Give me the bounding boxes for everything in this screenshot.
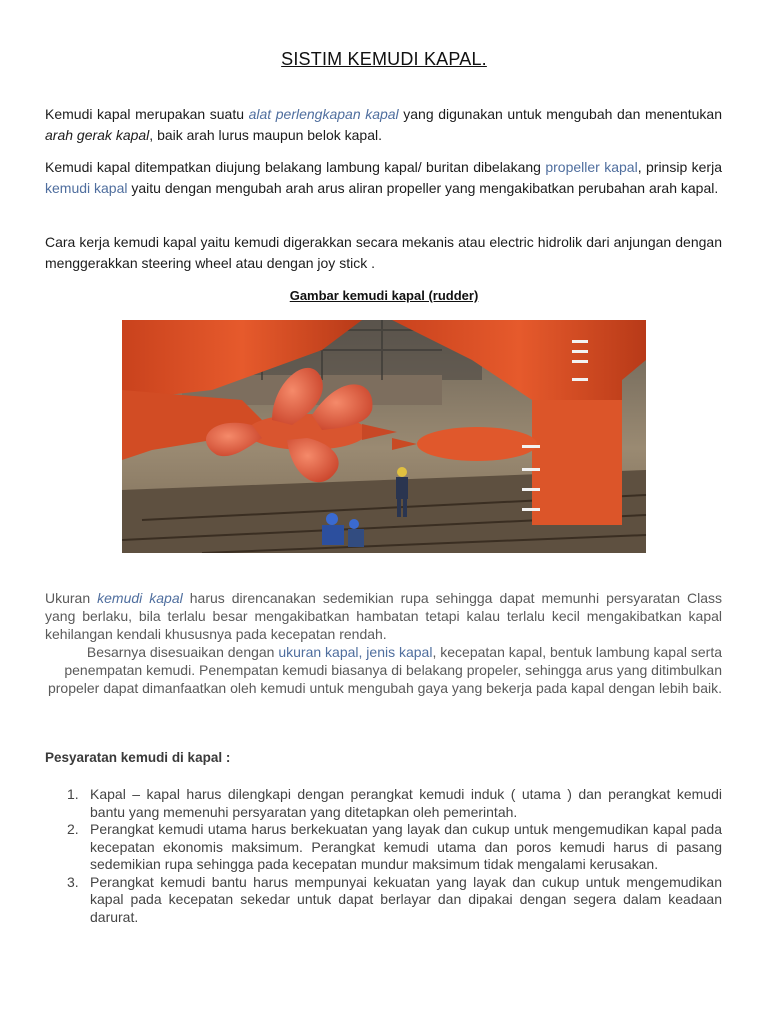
rudder-photo — [122, 320, 646, 553]
link-kemudi-kapal-2[interactable]: kemudi kapal — [97, 590, 183, 606]
list-item — [45, 874, 722, 927]
list-text: Perangkat kemudi utama harus berkekuatan yang layak dan cukup untuk mengemudikan kapal pada kecepatan ekonomis maksimum. Perangkat kemudi utama dan poros kemudi harus di pasang sedemikian rupa sehingga pada kecepatan mundur maksimum tidak mengalami kerusakan. — [90, 821, 722, 872]
list-number: 2. — [67, 821, 79, 837]
requirements-list — [45, 786, 722, 926]
text-span: Ukuran — [45, 590, 98, 606]
list-item — [45, 821, 722, 874]
placement-paragraph — [45, 157, 722, 199]
list-number: 1. — [67, 786, 79, 802]
list-text: Perangkat kemudi bantu harus mempunyai kekuatan yang layak dan cukup untuk mengemudikan kapal pada kecepatan sekedar untuk dapat berlayar dan dipakai dengan segera dalam keadaan darurat. — [90, 873, 722, 925]
text-span: , baik arah lurus maupun belok kapal. — [149, 127, 382, 143]
requirements-heading: Pesyaratan kemudi di kapal : — [45, 750, 231, 765]
text-span: , prinsip kerja — [637, 159, 722, 175]
text-span: , kecepatan kapal, bentuk lambung kapal serta penempatan kemudi. Penempatan kemudi biasanya di belakang propeler, sehingga arus yang ditimbulkan propeler dapat dimanfaatkan oleh kemudi untuk mengubah gaya yang bekerja pada kapal dengan lebih baik. — [47, 644, 722, 696]
link-alat-perlengkapan[interactable]: alat perlengkapan kapal — [248, 106, 399, 122]
list-number: 3. — [67, 873, 79, 890]
link-kemudi-kapal[interactable]: kemudi kapal — [45, 180, 128, 196]
list-item — [45, 786, 722, 821]
rudder-illustration — [122, 320, 646, 553]
working-paragraph: Cara kerja kemudi kapal yaitu kemudi digerakkan secara mekanis atau electric hidrolik dari anjungan dengan menggerakkan steering wheel atau dengan joy stick . — [45, 234, 722, 271]
text-span: yaitu dengan mengubah arah arus aliran propeller yang mengakibatkan perubahan arah kapal. — [127, 180, 719, 196]
size-paragraph — [45, 589, 722, 643]
text-span: Besarnya disesuaikan dengan — [86, 644, 279, 660]
emphasis-arah-gerak: arah gerak kapal — [45, 127, 150, 143]
figure-caption: Gambar kemudi kapal (rudder) — [289, 288, 479, 303]
link-propeller-kapal[interactable]: propeller kapal — [545, 159, 638, 175]
fitting-paragraph — [45, 643, 722, 697]
text-span: Kemudi kapal ditempatkan diujung belakang lambung kapal/ buritan dibelakang — [45, 159, 546, 175]
link-ukuran-jenis-kapal[interactable]: ukuran kapal, jenis kapal — [278, 644, 433, 660]
text-span: Kemudi kapal merupakan suatu — [45, 106, 249, 122]
intro-paragraph — [45, 104, 722, 146]
text-span: yang digunakan untuk mengubah dan menentukan — [398, 106, 723, 122]
list-text: Kapal – kapal harus dilengkapi dengan perangkat kemudi induk ( utama ) dan perangkat kemudi bantu yang memenuhi persyaratan yang ditetapkan oleh pemerintah. — [90, 786, 722, 820]
page-title: SISTIM KEMUDI KAPAL. — [281, 49, 487, 69]
text-span: harus direncanakan sedemikian rupa sehingga dapat memunhi persyaratan Class yang berlaku, bila terlalu besar mengakibatkan hambatan tetapi kalau terlalu kecil mengakibatkan kapal kehilangan kendali khususnya pada kecepatan rendah. — [45, 590, 722, 642]
